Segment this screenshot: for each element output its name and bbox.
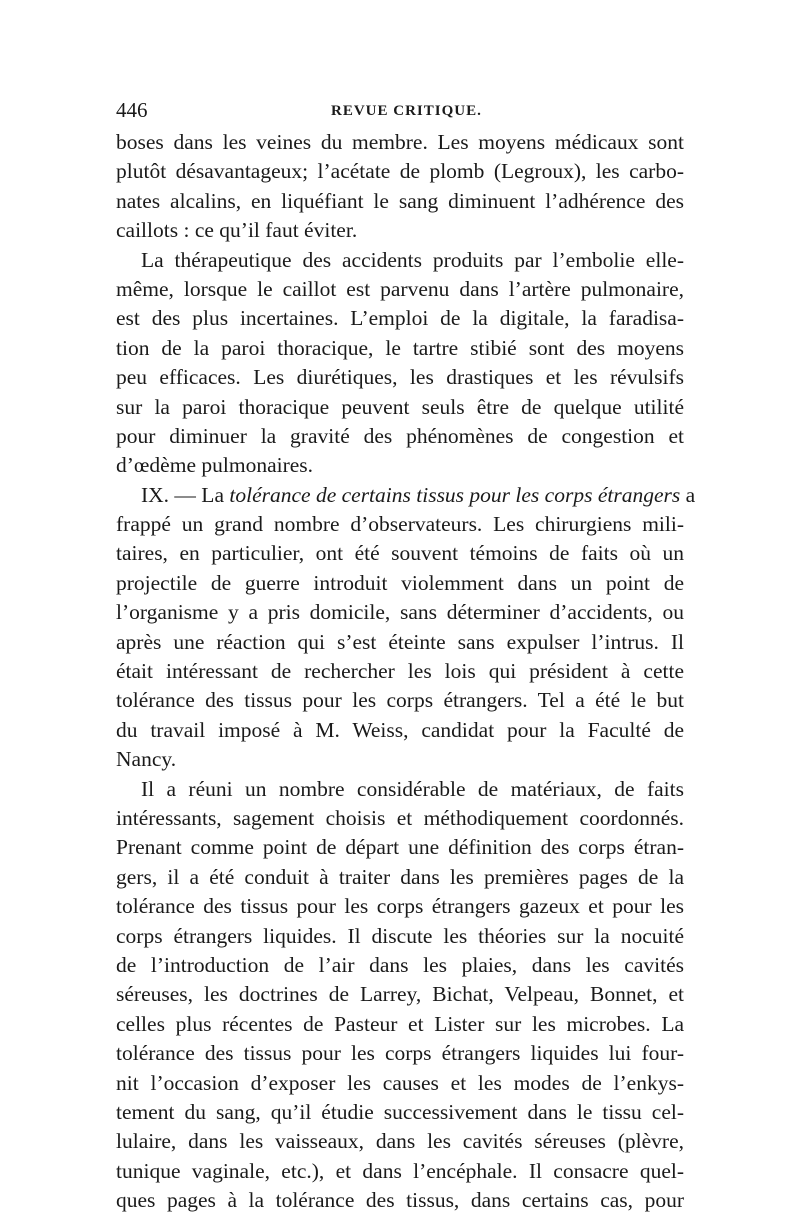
text-line: taires, en particulier, ont été souvent témoins de faits où un	[116, 541, 684, 566]
text-line: peu efficaces. Les diurétiques, les drastiques et les révulsifs	[116, 365, 684, 390]
text-line: l’organisme y a pris domicile, sans déterminer d’accidents, ou	[116, 600, 684, 625]
text-line: gers, il a été conduit à traiter dans les premières pages de la	[116, 864, 684, 889]
text-line: de l’introduction de l’air dans les plaies, dans les cavités	[116, 952, 684, 977]
text-line: tolérance des tissus pour les corps étrangers gazeux et pour les	[116, 894, 684, 919]
text-line: pour diminuer la gravité des phénomènes de congestion et	[116, 423, 684, 448]
text-line: lulaire, dans les vaisseaux, dans les cavités séreuses (plèvre,	[116, 1129, 684, 1154]
text-line: nit l’occasion d’exposer les causes et les modes de l’enkys-	[116, 1070, 684, 1095]
text-line: tolérance des tissus pour les corps étrangers liquides lui four-	[116, 1041, 684, 1066]
page-header	[116, 98, 684, 126]
text-line: tolérance des tissus pour les corps étrangers. Tel a été le but	[116, 688, 684, 713]
text-line: corps étrangers liquides. Il discute les théories sur la nocuité	[116, 923, 684, 948]
text-line: nates alcalins, en liquéfiant le sang diminuent l’adhérence des	[116, 188, 684, 213]
text-line: du travail imposé à M. Weiss, candidat pour la Faculté de	[116, 717, 684, 742]
text-line: même, lorsque le caillot est parvenu dans l’artère pulmonaire,	[116, 276, 684, 301]
text-line: tion de la paroi thoracique, le tartre stibié sont des moyens	[116, 335, 684, 360]
section-line-end: a	[680, 482, 696, 507]
text-line: projectile de guerre introduit violemment dans un point de	[116, 570, 684, 595]
text-line: sur la paroi thoracique peuvent seuls être de quelque utilité	[116, 394, 684, 419]
running-head: REVUE CRITIQUE.	[331, 103, 482, 119]
text-line: La thérapeutique des accidents produits par l’embolie elle-	[141, 247, 684, 272]
text-line: tement du sang, qu’il étudie successivement dans le tissu cel-	[116, 1099, 684, 1124]
section-number: IX. — La	[141, 482, 230, 507]
text-line: celles plus récentes de Pasteur et Lister sur les microbes. La	[116, 1011, 684, 1036]
text-line: d’œdème pulmonaires.	[116, 453, 314, 478]
section-heading-line	[116, 481, 696, 510]
text-line: frappé un grand nombre d’observateurs. Les chirurgiens mili-	[116, 512, 684, 537]
page-number: 446	[116, 98, 148, 122]
text-line: après une réaction qui s’est éteinte sans expulser l’intrus. Il	[116, 629, 684, 654]
text-line: ques pages à la tolérance des tissus, dans certains cas, pour	[116, 1188, 684, 1213]
text-line: tunique vaginale, etc.), et dans l’encéphale. Il consacre quel-	[116, 1158, 684, 1183]
text-line: Il a réuni un nombre considérable de matériaux, de faits	[141, 776, 684, 801]
body-text	[116, 128, 696, 1215]
text-line: Prenant comme point de départ une définition des corps étran-	[116, 835, 684, 860]
text-line: boses dans les veines du membre. Les moyens médicaux sont	[116, 130, 684, 154]
text-line: intéressants, sagement choisis et méthodiquement coordonnés.	[116, 805, 684, 830]
text-line: séreuses, les doctrines de Larrey, Bichat, Velpeau, Bonnet, et	[116, 982, 684, 1007]
text-line: était intéressant de rechercher les lois qui président à cette	[116, 659, 684, 684]
text-line: Nancy.	[116, 747, 177, 772]
text-line: caillots : ce qu’il faut éviter.	[116, 218, 358, 243]
section-title-italic: tolérance de certains tissus pour les corps étrangers	[229, 482, 681, 507]
text-line: plutôt désavantageux; l’acétate de plomb (Legroux), les carbo-	[116, 159, 684, 184]
text-line: est des plus incertaines. L’emploi de la digitale, la faradisa-	[116, 306, 684, 331]
